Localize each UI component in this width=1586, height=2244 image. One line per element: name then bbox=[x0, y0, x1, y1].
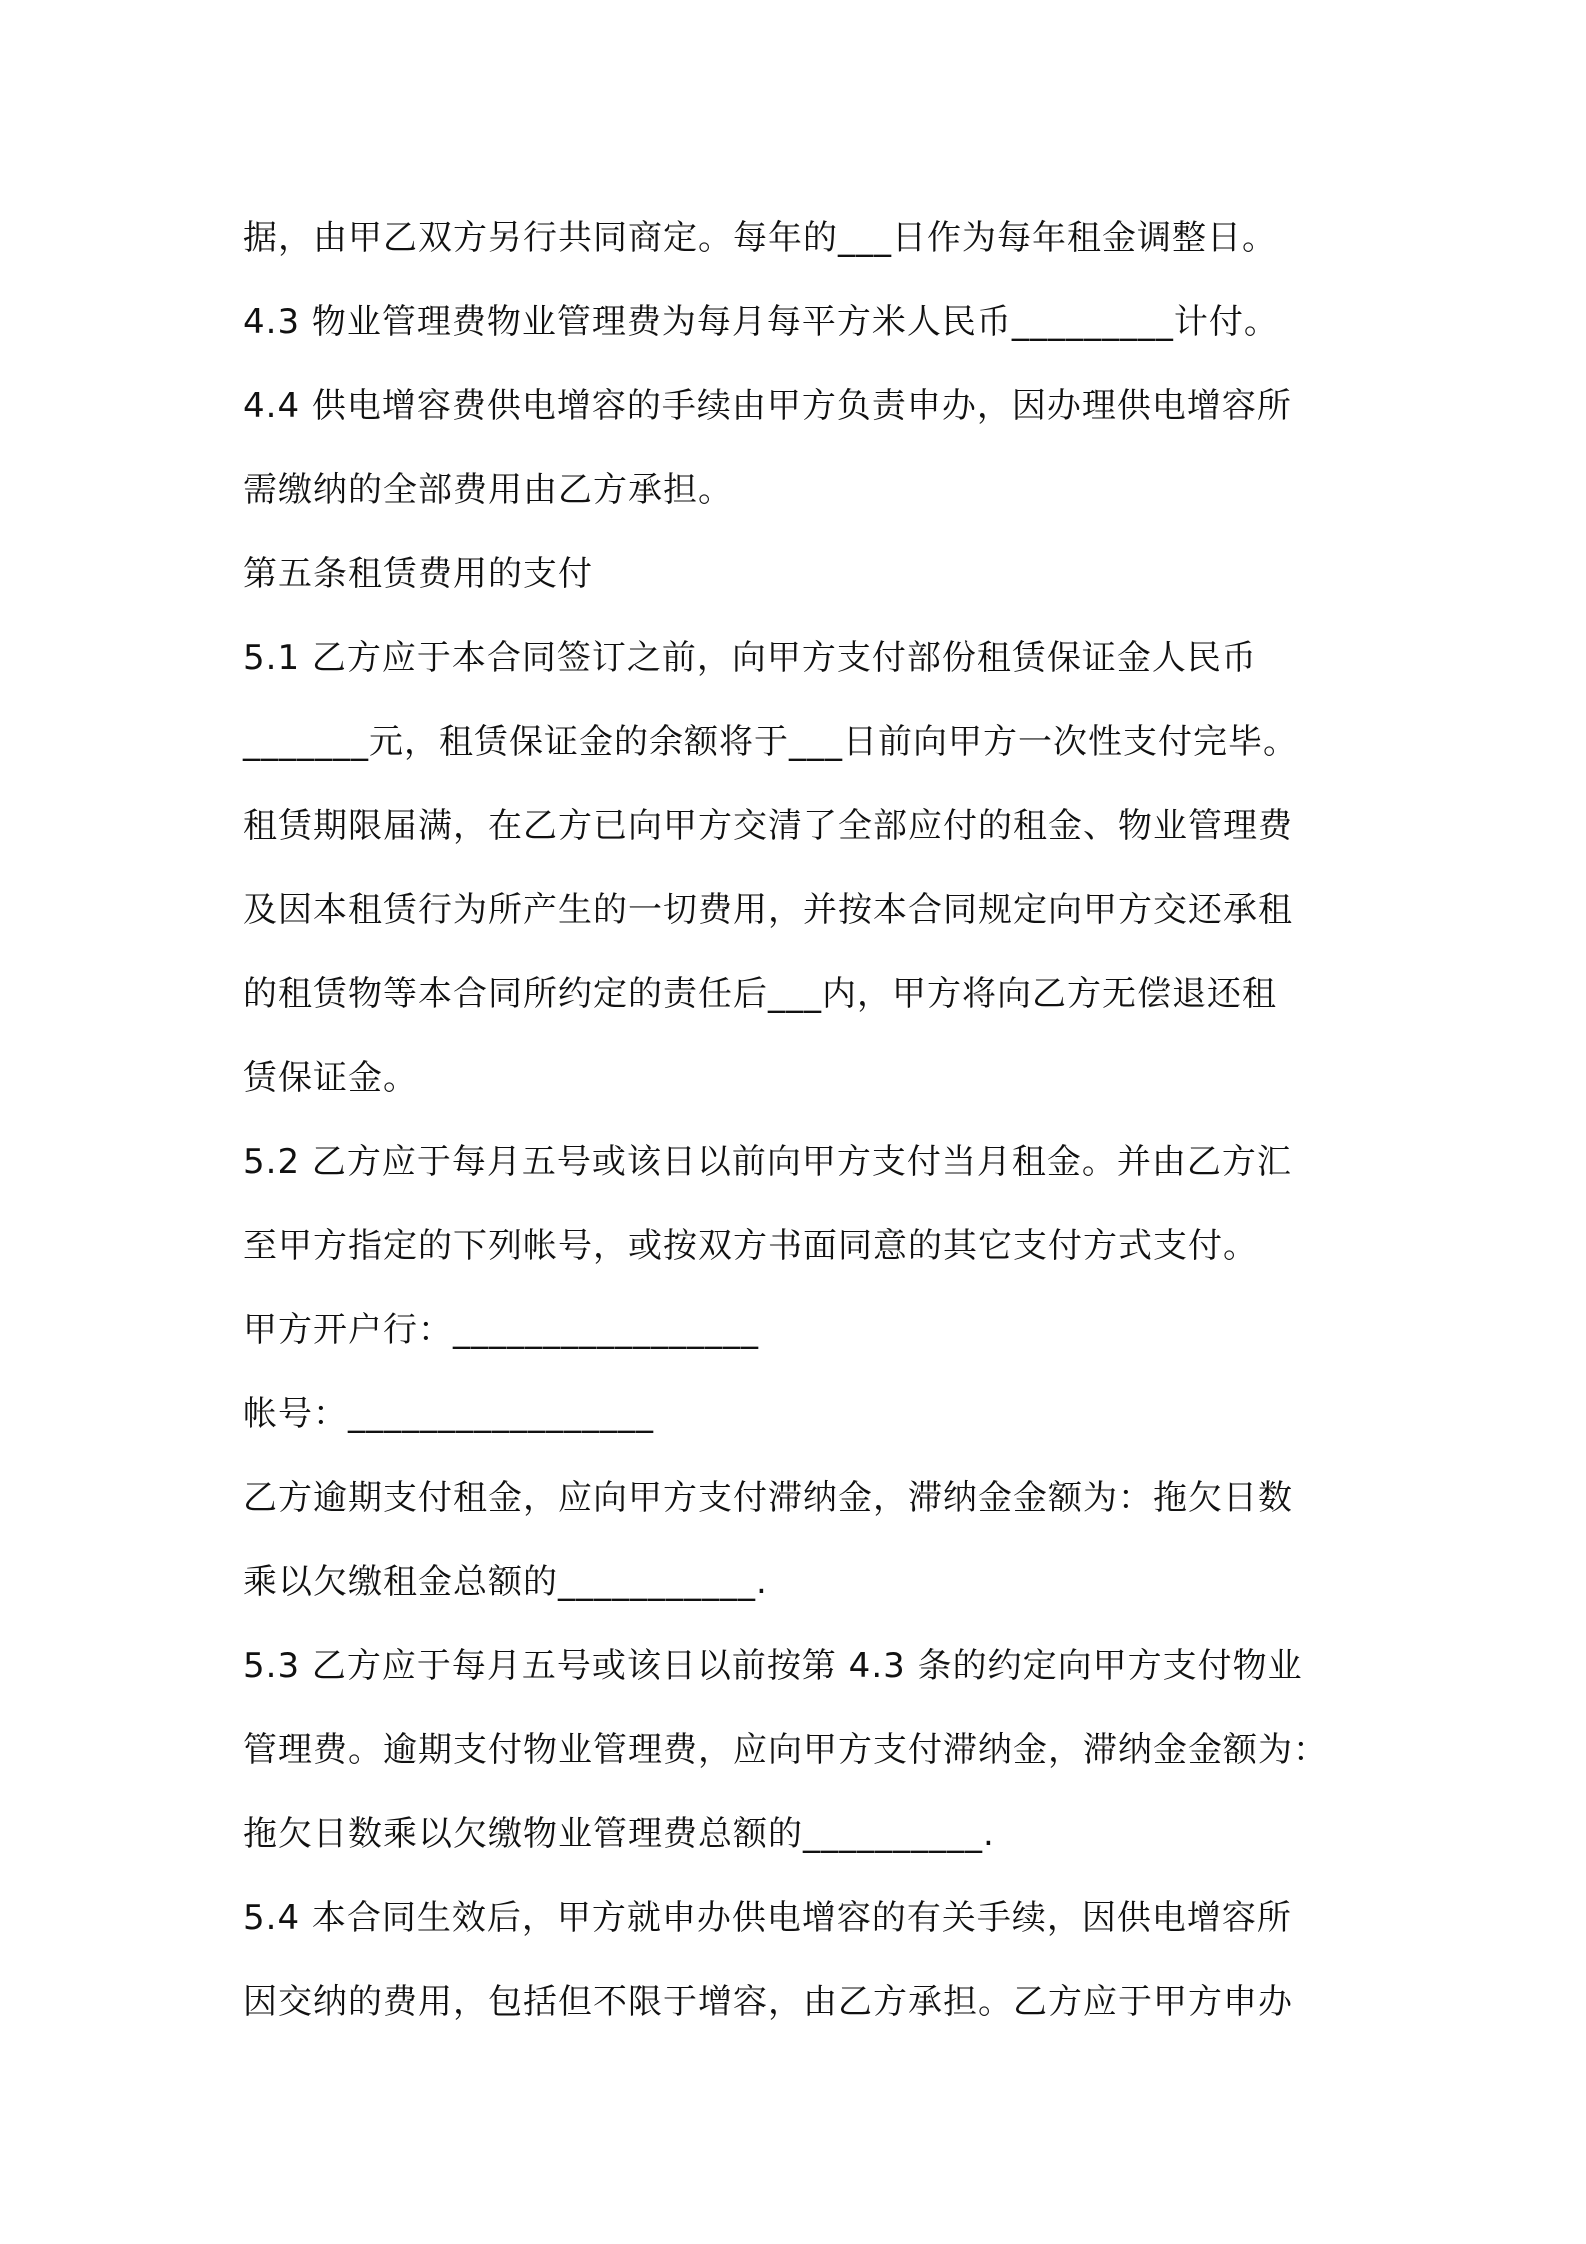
text-line: 及因本租赁行为所产生的一切费用，并按本合同规定向甲方交还承租 bbox=[243, 890, 1293, 930]
text-line: 租赁期限届满，在乙方已向甲方交清了全部应付的租金、物业管理费 bbox=[243, 806, 1293, 846]
text-line: 据，由甲乙双方另行共同商定。每年的___日作为每年租金调整日。 bbox=[243, 218, 1277, 258]
document-body bbox=[243, 196, 1363, 2044]
text-line: 乙方逾期支付租金，应向甲方支付滞纳金，滞纳金金额为：拖欠日数 bbox=[243, 1478, 1293, 1518]
bank-field-line: 甲方开户行：_________________ bbox=[243, 1310, 759, 1350]
text-line: 拖欠日数乘以欠缴物业管理费总额的__________. bbox=[243, 1814, 995, 1854]
section-heading: 第五条租赁费用的支付 bbox=[243, 554, 593, 594]
account-field-line: 帐号：_________________ bbox=[243, 1394, 654, 1434]
text-line: 因交纳的费用，包括但不限于增容，由乙方承担。乙方应于甲方申办 bbox=[243, 1982, 1293, 2022]
text-line: 赁保证金。 bbox=[243, 1058, 418, 1098]
text-line: 的租赁物等本合同所约定的责任后___内，甲方将向乙方无偿退还租 bbox=[243, 974, 1277, 1014]
text-line: _______元，租赁保证金的余额将于___日前向甲方一次性支付完毕。 bbox=[243, 722, 1298, 762]
text-line: 5.2 乙方应于每月五号或该日以前向甲方支付当月租金。并由乙方汇 bbox=[243, 1142, 1292, 1182]
text-line: 需缴纳的全部费用由乙方承担。 bbox=[243, 470, 733, 510]
text-line: 5.1 乙方应于本合同签订之前，向甲方支付部份租赁保证金人民币 bbox=[243, 638, 1257, 678]
text-line: 4.3 物业管理费物业管理费为每月每平方米人民币_________计付。 bbox=[243, 302, 1279, 342]
text-line: 至甲方指定的下列帐号，或按双方书面同意的其它支付方式支付。 bbox=[243, 1226, 1258, 1266]
text-line: 4.4 供电增容费供电增容的手续由甲方负责申办，因办理供电增容所 bbox=[243, 386, 1292, 426]
text-line: 管理费。逾期支付物业管理费，应向甲方支付滞纳金，滞纳金金额为： bbox=[243, 1730, 1328, 1770]
text-line: 5.3 乙方应于每月五号或该日以前按第 4.3 条的约定向甲方支付物业 bbox=[243, 1646, 1303, 1686]
text-line: 乘以欠缴租金总额的___________. bbox=[243, 1562, 768, 1602]
text-line: 5.4 本合同生效后，甲方就申办供电增容的有关手续，因供电增容所 bbox=[243, 1898, 1292, 1938]
